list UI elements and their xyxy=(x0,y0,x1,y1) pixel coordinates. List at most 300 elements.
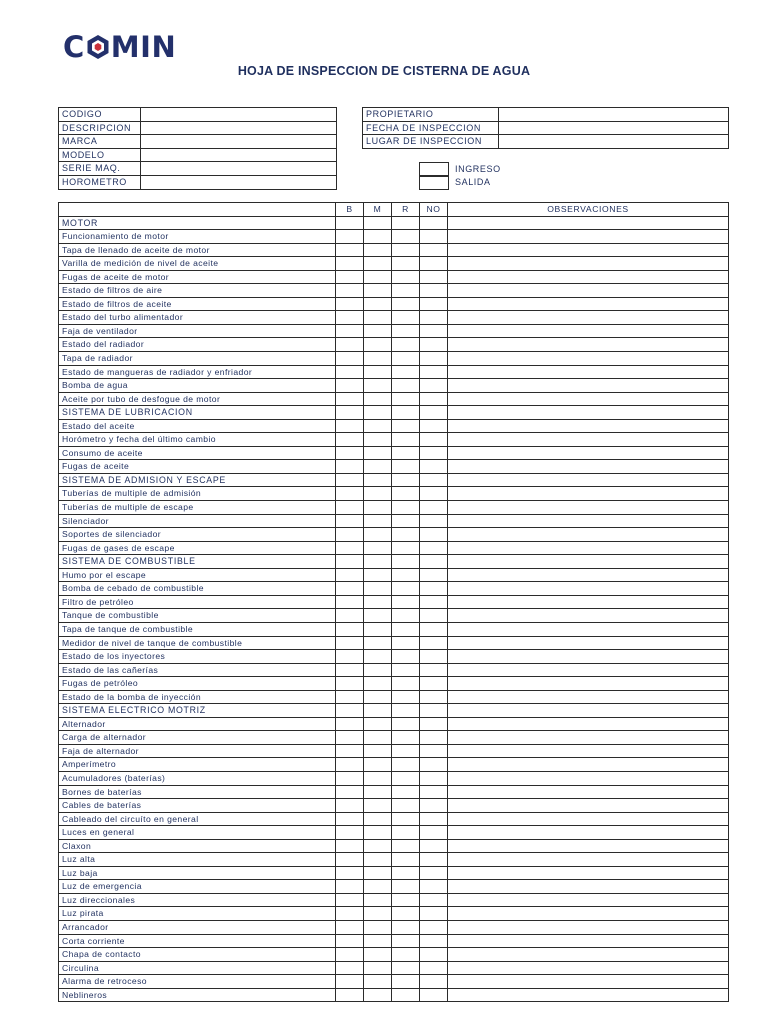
rating-cell-b[interactable] xyxy=(336,324,364,338)
rating-cell-no[interactable] xyxy=(420,880,448,894)
observaciones-cell[interactable] xyxy=(448,826,729,840)
rating-cell-no[interactable] xyxy=(420,582,448,596)
rating-cell-m[interactable] xyxy=(364,270,392,284)
rating-cell-no[interactable] xyxy=(420,907,448,921)
rating-cell-m[interactable] xyxy=(364,243,392,257)
rating-cell-no[interactable] xyxy=(420,717,448,731)
rating-cell-b[interactable] xyxy=(336,528,364,542)
rating-cell-no[interactable] xyxy=(420,920,448,934)
rating-cell-r[interactable] xyxy=(392,433,420,447)
rating-cell-no[interactable] xyxy=(420,365,448,379)
rating-cell-no[interactable] xyxy=(420,514,448,528)
rating-cell-b[interactable] xyxy=(336,609,364,623)
rating-cell-m[interactable] xyxy=(364,866,392,880)
rating-cell-m[interactable] xyxy=(364,622,392,636)
rating-cell-m[interactable] xyxy=(364,230,392,244)
rating-cell-b[interactable] xyxy=(336,501,364,515)
observaciones-cell[interactable] xyxy=(448,338,729,352)
observaciones-cell[interactable] xyxy=(448,473,729,487)
observaciones-cell[interactable] xyxy=(448,433,729,447)
observaciones-cell[interactable] xyxy=(448,555,729,569)
rating-cell-b[interactable] xyxy=(336,799,364,813)
rating-cell-m[interactable] xyxy=(364,216,392,230)
observaciones-cell[interactable] xyxy=(448,758,729,772)
rating-cell-no[interactable] xyxy=(420,677,448,691)
rating-cell-m[interactable] xyxy=(364,311,392,325)
rating-cell-b[interactable] xyxy=(336,568,364,582)
rating-cell-no[interactable] xyxy=(420,541,448,555)
rating-cell-m[interactable] xyxy=(364,731,392,745)
rating-cell-r[interactable] xyxy=(392,622,420,636)
rating-cell-no[interactable] xyxy=(420,893,448,907)
info-value-field[interactable] xyxy=(141,121,337,135)
observaciones-cell[interactable] xyxy=(448,595,729,609)
info-value-field[interactable] xyxy=(141,162,337,176)
rating-cell-m[interactable] xyxy=(364,406,392,420)
observaciones-cell[interactable] xyxy=(448,406,729,420)
rating-cell-r[interactable] xyxy=(392,677,420,691)
rating-cell-no[interactable] xyxy=(420,961,448,975)
rating-cell-r[interactable] xyxy=(392,880,420,894)
rating-cell-no[interactable] xyxy=(420,460,448,474)
rating-cell-r[interactable] xyxy=(392,528,420,542)
rating-cell-no[interactable] xyxy=(420,866,448,880)
observaciones-cell[interactable] xyxy=(448,731,729,745)
rating-cell-m[interactable] xyxy=(364,663,392,677)
observaciones-cell[interactable] xyxy=(448,501,729,515)
rating-cell-no[interactable] xyxy=(420,392,448,406)
rating-cell-m[interactable] xyxy=(364,812,392,826)
rating-cell-r[interactable] xyxy=(392,352,420,366)
rating-cell-b[interactable] xyxy=(336,785,364,799)
rating-cell-no[interactable] xyxy=(420,352,448,366)
observaciones-cell[interactable] xyxy=(448,677,729,691)
rating-cell-m[interactable] xyxy=(364,853,392,867)
rating-cell-r[interactable] xyxy=(392,636,420,650)
observaciones-cell[interactable] xyxy=(448,392,729,406)
rating-cell-r[interactable] xyxy=(392,609,420,623)
rating-cell-m[interactable] xyxy=(364,501,392,515)
rating-cell-r[interactable] xyxy=(392,663,420,677)
rating-cell-b[interactable] xyxy=(336,460,364,474)
observaciones-cell[interactable] xyxy=(448,270,729,284)
observaciones-cell[interactable] xyxy=(448,514,729,528)
rating-cell-m[interactable] xyxy=(364,284,392,298)
rating-cell-r[interactable] xyxy=(392,365,420,379)
rating-cell-no[interactable] xyxy=(420,243,448,257)
observaciones-cell[interactable] xyxy=(448,365,729,379)
rating-cell-b[interactable] xyxy=(336,243,364,257)
rating-cell-m[interactable] xyxy=(364,704,392,718)
rating-cell-b[interactable] xyxy=(336,853,364,867)
observaciones-cell[interactable] xyxy=(448,893,729,907)
observaciones-cell[interactable] xyxy=(448,690,729,704)
rating-cell-m[interactable] xyxy=(364,961,392,975)
rating-cell-m[interactable] xyxy=(364,907,392,921)
rating-cell-no[interactable] xyxy=(420,433,448,447)
rating-cell-no[interactable] xyxy=(420,528,448,542)
rating-cell-no[interactable] xyxy=(420,338,448,352)
rating-cell-b[interactable] xyxy=(336,771,364,785)
rating-cell-r[interactable] xyxy=(392,446,420,460)
rating-cell-r[interactable] xyxy=(392,758,420,772)
rating-cell-m[interactable] xyxy=(364,799,392,813)
rating-cell-m[interactable] xyxy=(364,988,392,1002)
rating-cell-no[interactable] xyxy=(420,771,448,785)
observaciones-cell[interactable] xyxy=(448,216,729,230)
rating-cell-no[interactable] xyxy=(420,257,448,271)
rating-cell-b[interactable] xyxy=(336,284,364,298)
observaciones-cell[interactable] xyxy=(448,311,729,325)
rating-cell-no[interactable] xyxy=(420,731,448,745)
salida-checkbox[interactable] xyxy=(419,175,449,190)
rating-cell-m[interactable] xyxy=(364,677,392,691)
rating-cell-m[interactable] xyxy=(364,975,392,989)
rating-cell-no[interactable] xyxy=(420,650,448,664)
observaciones-cell[interactable] xyxy=(448,948,729,962)
rating-cell-no[interactable] xyxy=(420,284,448,298)
rating-cell-m[interactable] xyxy=(364,650,392,664)
rating-cell-b[interactable] xyxy=(336,419,364,433)
rating-cell-r[interactable] xyxy=(392,839,420,853)
rating-cell-no[interactable] xyxy=(420,690,448,704)
observaciones-cell[interactable] xyxy=(448,568,729,582)
rating-cell-b[interactable] xyxy=(336,379,364,393)
rating-cell-r[interactable] xyxy=(392,243,420,257)
observaciones-cell[interactable] xyxy=(448,419,729,433)
rating-cell-r[interactable] xyxy=(392,379,420,393)
observaciones-cell[interactable] xyxy=(448,243,729,257)
rating-cell-m[interactable] xyxy=(364,826,392,840)
rating-cell-r[interactable] xyxy=(392,934,420,948)
observaciones-cell[interactable] xyxy=(448,663,729,677)
rating-cell-no[interactable] xyxy=(420,609,448,623)
rating-cell-no[interactable] xyxy=(420,704,448,718)
rating-cell-m[interactable] xyxy=(364,582,392,596)
rating-cell-no[interactable] xyxy=(420,406,448,420)
observaciones-cell[interactable] xyxy=(448,975,729,989)
rating-cell-m[interactable] xyxy=(364,744,392,758)
rating-cell-r[interactable] xyxy=(392,284,420,298)
rating-cell-no[interactable] xyxy=(420,446,448,460)
observaciones-cell[interactable] xyxy=(448,934,729,948)
rating-cell-b[interactable] xyxy=(336,920,364,934)
rating-cell-m[interactable] xyxy=(364,433,392,447)
observaciones-cell[interactable] xyxy=(448,988,729,1002)
rating-cell-r[interactable] xyxy=(392,555,420,569)
rating-cell-m[interactable] xyxy=(364,934,392,948)
rating-cell-r[interactable] xyxy=(392,216,420,230)
observaciones-cell[interactable] xyxy=(448,839,729,853)
rating-cell-m[interactable] xyxy=(364,880,392,894)
rating-cell-no[interactable] xyxy=(420,311,448,325)
rating-cell-no[interactable] xyxy=(420,758,448,772)
rating-cell-b[interactable] xyxy=(336,433,364,447)
rating-cell-m[interactable] xyxy=(364,595,392,609)
rating-cell-r[interactable] xyxy=(392,853,420,867)
rating-cell-no[interactable] xyxy=(420,636,448,650)
rating-cell-b[interactable] xyxy=(336,541,364,555)
observaciones-cell[interactable] xyxy=(448,622,729,636)
rating-cell-r[interactable] xyxy=(392,460,420,474)
rating-cell-no[interactable] xyxy=(420,839,448,853)
rating-cell-no[interactable] xyxy=(420,622,448,636)
rating-cell-b[interactable] xyxy=(336,731,364,745)
info-value-field[interactable] xyxy=(499,108,729,122)
rating-cell-r[interactable] xyxy=(392,690,420,704)
rating-cell-b[interactable] xyxy=(336,975,364,989)
rating-cell-b[interactable] xyxy=(336,866,364,880)
rating-cell-no[interactable] xyxy=(420,799,448,813)
rating-cell-r[interactable] xyxy=(392,473,420,487)
rating-cell-r[interactable] xyxy=(392,514,420,528)
observaciones-cell[interactable] xyxy=(448,920,729,934)
rating-cell-r[interactable] xyxy=(392,826,420,840)
rating-cell-b[interactable] xyxy=(336,893,364,907)
rating-cell-b[interactable] xyxy=(336,555,364,569)
observaciones-cell[interactable] xyxy=(448,609,729,623)
rating-cell-r[interactable] xyxy=(392,582,420,596)
rating-cell-b[interactable] xyxy=(336,595,364,609)
rating-cell-b[interactable] xyxy=(336,717,364,731)
rating-cell-no[interactable] xyxy=(420,826,448,840)
rating-cell-b[interactable] xyxy=(336,365,364,379)
observaciones-cell[interactable] xyxy=(448,284,729,298)
rating-cell-m[interactable] xyxy=(364,568,392,582)
rating-cell-b[interactable] xyxy=(336,473,364,487)
rating-cell-b[interactable] xyxy=(336,487,364,501)
rating-cell-b[interactable] xyxy=(336,622,364,636)
rating-cell-no[interactable] xyxy=(420,297,448,311)
rating-cell-b[interactable] xyxy=(336,352,364,366)
rating-cell-r[interactable] xyxy=(392,893,420,907)
rating-cell-no[interactable] xyxy=(420,744,448,758)
rating-cell-b[interactable] xyxy=(336,744,364,758)
rating-cell-no[interactable] xyxy=(420,487,448,501)
rating-cell-b[interactable] xyxy=(336,826,364,840)
rating-cell-no[interactable] xyxy=(420,785,448,799)
rating-cell-b[interactable] xyxy=(336,839,364,853)
rating-cell-no[interactable] xyxy=(420,216,448,230)
rating-cell-b[interactable] xyxy=(336,636,364,650)
rating-cell-b[interactable] xyxy=(336,663,364,677)
observaciones-cell[interactable] xyxy=(448,650,729,664)
rating-cell-no[interactable] xyxy=(420,975,448,989)
rating-cell-no[interactable] xyxy=(420,324,448,338)
rating-cell-r[interactable] xyxy=(392,501,420,515)
observaciones-cell[interactable] xyxy=(448,230,729,244)
rating-cell-r[interactable] xyxy=(392,338,420,352)
observaciones-cell[interactable] xyxy=(448,744,729,758)
rating-cell-m[interactable] xyxy=(364,636,392,650)
rating-cell-r[interactable] xyxy=(392,324,420,338)
rating-cell-m[interactable] xyxy=(364,446,392,460)
rating-cell-b[interactable] xyxy=(336,907,364,921)
rating-cell-b[interactable] xyxy=(336,677,364,691)
observaciones-cell[interactable] xyxy=(448,352,729,366)
rating-cell-r[interactable] xyxy=(392,487,420,501)
rating-cell-m[interactable] xyxy=(364,392,392,406)
observaciones-cell[interactable] xyxy=(448,961,729,975)
observaciones-cell[interactable] xyxy=(448,853,729,867)
rating-cell-m[interactable] xyxy=(364,379,392,393)
rating-cell-m[interactable] xyxy=(364,419,392,433)
rating-cell-m[interactable] xyxy=(364,528,392,542)
rating-cell-no[interactable] xyxy=(420,230,448,244)
rating-cell-r[interactable] xyxy=(392,731,420,745)
rating-cell-m[interactable] xyxy=(364,324,392,338)
observaciones-cell[interactable] xyxy=(448,880,729,894)
rating-cell-r[interactable] xyxy=(392,595,420,609)
rating-cell-m[interactable] xyxy=(364,839,392,853)
rating-cell-b[interactable] xyxy=(336,216,364,230)
rating-cell-r[interactable] xyxy=(392,812,420,826)
observaciones-cell[interactable] xyxy=(448,379,729,393)
rating-cell-m[interactable] xyxy=(364,352,392,366)
observaciones-cell[interactable] xyxy=(448,257,729,271)
rating-cell-b[interactable] xyxy=(336,880,364,894)
rating-cell-no[interactable] xyxy=(420,473,448,487)
rating-cell-r[interactable] xyxy=(392,704,420,718)
observaciones-cell[interactable] xyxy=(448,636,729,650)
rating-cell-r[interactable] xyxy=(392,948,420,962)
rating-cell-no[interactable] xyxy=(420,853,448,867)
observaciones-cell[interactable] xyxy=(448,528,729,542)
info-value-field[interactable] xyxy=(499,135,729,149)
rating-cell-b[interactable] xyxy=(336,311,364,325)
rating-cell-r[interactable] xyxy=(392,771,420,785)
rating-cell-m[interactable] xyxy=(364,555,392,569)
rating-cell-r[interactable] xyxy=(392,988,420,1002)
rating-cell-m[interactable] xyxy=(364,338,392,352)
rating-cell-b[interactable] xyxy=(336,812,364,826)
info-value-field[interactable] xyxy=(499,121,729,135)
rating-cell-no[interactable] xyxy=(420,988,448,1002)
rating-cell-r[interactable] xyxy=(392,650,420,664)
rating-cell-b[interactable] xyxy=(336,406,364,420)
rating-cell-b[interactable] xyxy=(336,582,364,596)
rating-cell-b[interactable] xyxy=(336,297,364,311)
rating-cell-no[interactable] xyxy=(420,270,448,284)
rating-cell-b[interactable] xyxy=(336,514,364,528)
rating-cell-r[interactable] xyxy=(392,799,420,813)
rating-cell-r[interactable] xyxy=(392,717,420,731)
rating-cell-no[interactable] xyxy=(420,501,448,515)
observaciones-cell[interactable] xyxy=(448,717,729,731)
info-value-field[interactable] xyxy=(141,148,337,162)
rating-cell-b[interactable] xyxy=(336,704,364,718)
rating-cell-r[interactable] xyxy=(392,907,420,921)
rating-cell-m[interactable] xyxy=(364,473,392,487)
rating-cell-r[interactable] xyxy=(392,541,420,555)
rating-cell-b[interactable] xyxy=(336,392,364,406)
observaciones-cell[interactable] xyxy=(448,785,729,799)
observaciones-cell[interactable] xyxy=(448,582,729,596)
info-value-field[interactable] xyxy=(141,135,337,149)
observaciones-cell[interactable] xyxy=(448,771,729,785)
observaciones-cell[interactable] xyxy=(448,866,729,880)
rating-cell-no[interactable] xyxy=(420,934,448,948)
rating-cell-b[interactable] xyxy=(336,690,364,704)
rating-cell-r[interactable] xyxy=(392,297,420,311)
info-value-field[interactable] xyxy=(141,108,337,122)
rating-cell-no[interactable] xyxy=(420,812,448,826)
rating-cell-m[interactable] xyxy=(364,365,392,379)
rating-cell-r[interactable] xyxy=(392,961,420,975)
rating-cell-b[interactable] xyxy=(336,230,364,244)
rating-cell-r[interactable] xyxy=(392,744,420,758)
rating-cell-b[interactable] xyxy=(336,446,364,460)
rating-cell-m[interactable] xyxy=(364,690,392,704)
observaciones-cell[interactable] xyxy=(448,799,729,813)
rating-cell-b[interactable] xyxy=(336,934,364,948)
rating-cell-m[interactable] xyxy=(364,460,392,474)
rating-cell-m[interactable] xyxy=(364,541,392,555)
rating-cell-b[interactable] xyxy=(336,338,364,352)
rating-cell-b[interactable] xyxy=(336,758,364,772)
rating-cell-no[interactable] xyxy=(420,663,448,677)
rating-cell-b[interactable] xyxy=(336,270,364,284)
rating-cell-r[interactable] xyxy=(392,866,420,880)
rating-cell-b[interactable] xyxy=(336,988,364,1002)
rating-cell-b[interactable] xyxy=(336,948,364,962)
rating-cell-b[interactable] xyxy=(336,961,364,975)
rating-cell-m[interactable] xyxy=(364,514,392,528)
rating-cell-m[interactable] xyxy=(364,920,392,934)
rating-cell-r[interactable] xyxy=(392,270,420,284)
rating-cell-r[interactable] xyxy=(392,257,420,271)
observaciones-cell[interactable] xyxy=(448,297,729,311)
info-value-field[interactable] xyxy=(141,175,337,189)
observaciones-cell[interactable] xyxy=(448,460,729,474)
observaciones-cell[interactable] xyxy=(448,907,729,921)
rating-cell-no[interactable] xyxy=(420,568,448,582)
rating-cell-m[interactable] xyxy=(364,609,392,623)
rating-cell-m[interactable] xyxy=(364,257,392,271)
rating-cell-b[interactable] xyxy=(336,650,364,664)
observaciones-cell[interactable] xyxy=(448,446,729,460)
rating-cell-m[interactable] xyxy=(364,948,392,962)
rating-cell-r[interactable] xyxy=(392,392,420,406)
observaciones-cell[interactable] xyxy=(448,704,729,718)
rating-cell-r[interactable] xyxy=(392,406,420,420)
rating-cell-m[interactable] xyxy=(364,297,392,311)
rating-cell-m[interactable] xyxy=(364,487,392,501)
rating-cell-r[interactable] xyxy=(392,568,420,582)
observaciones-cell[interactable] xyxy=(448,324,729,338)
rating-cell-r[interactable] xyxy=(392,311,420,325)
rating-cell-r[interactable] xyxy=(392,920,420,934)
rating-cell-m[interactable] xyxy=(364,785,392,799)
observaciones-cell[interactable] xyxy=(448,541,729,555)
rating-cell-no[interactable] xyxy=(420,555,448,569)
rating-cell-r[interactable] xyxy=(392,975,420,989)
rating-cell-m[interactable] xyxy=(364,893,392,907)
rating-cell-no[interactable] xyxy=(420,948,448,962)
rating-cell-r[interactable] xyxy=(392,785,420,799)
rating-cell-no[interactable] xyxy=(420,419,448,433)
rating-cell-r[interactable] xyxy=(392,230,420,244)
observaciones-cell[interactable] xyxy=(448,812,729,826)
rating-cell-no[interactable] xyxy=(420,595,448,609)
observaciones-cell[interactable] xyxy=(448,487,729,501)
rating-cell-no[interactable] xyxy=(420,379,448,393)
rating-cell-m[interactable] xyxy=(364,771,392,785)
rating-cell-m[interactable] xyxy=(364,758,392,772)
rating-cell-b[interactable] xyxy=(336,257,364,271)
rating-cell-r[interactable] xyxy=(392,419,420,433)
rating-cell-m[interactable] xyxy=(364,717,392,731)
